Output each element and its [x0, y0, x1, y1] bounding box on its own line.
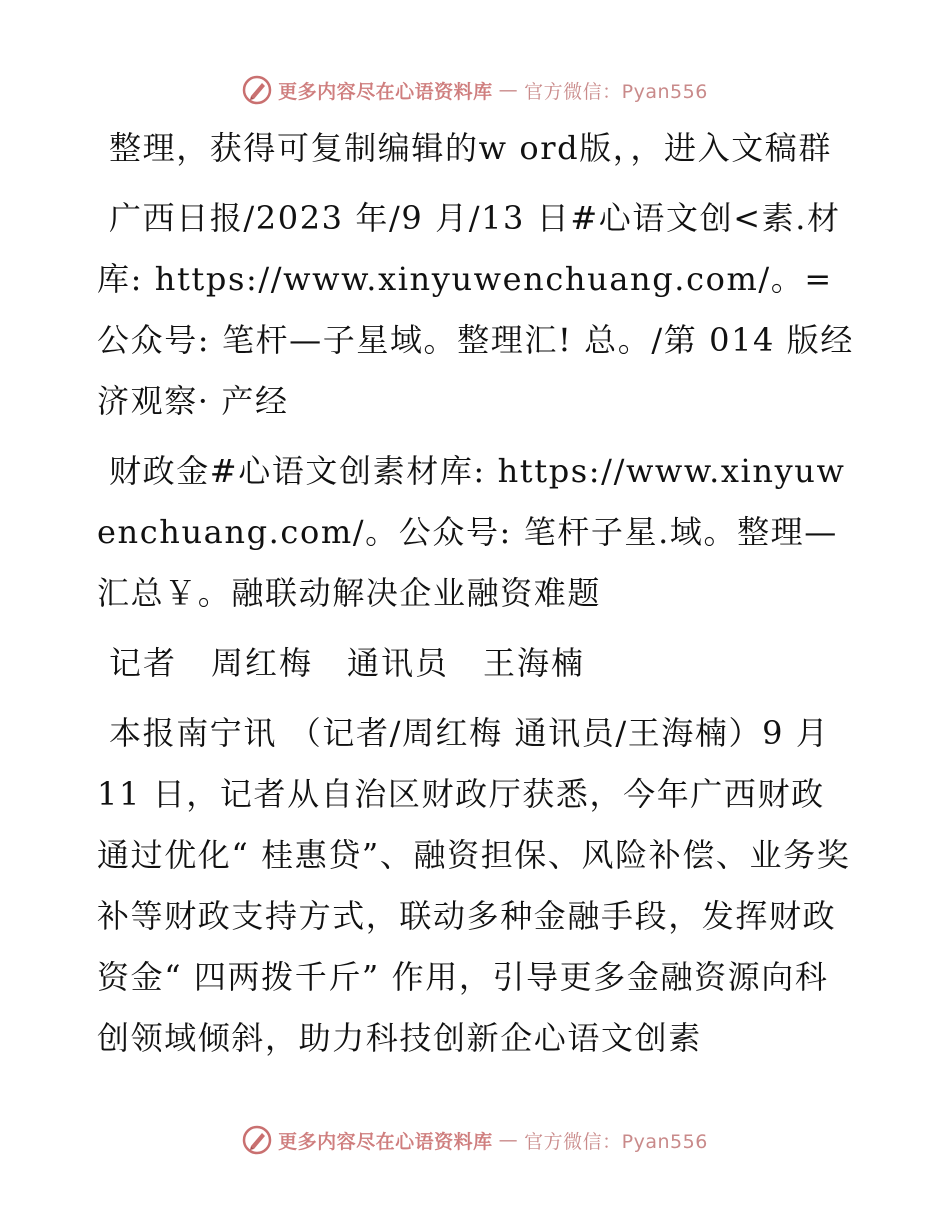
watermark-separator: —: [498, 1129, 519, 1151]
watermark-separator: —: [498, 79, 519, 101]
document-body: [97, 118, 857, 1078]
headline-paragraph: 财政金#心语文创素材库: https://www.xinyuwenchuang.com/。公众号: 笔杆子星.域。整理—汇总￥。融联动解决企业融资难题: [97, 452, 846, 612]
pen-logo-icon: [242, 1125, 272, 1155]
intro-paragraph: 整理，获得可复制编辑的w ord版，，进入文稿群: [109, 129, 833, 167]
footer-watermark: [0, 1120, 950, 1160]
watermark-wechat: 官方微信：Pyan556: [524, 1130, 708, 1153]
byline: 记者 周红梅 通讯员 王海楠: [109, 644, 586, 682]
pen-logo-icon: [242, 75, 272, 105]
watermark-text: 更多内容尽在心语资料库: [278, 1130, 493, 1153]
header-watermark: [0, 70, 950, 110]
watermark-wechat: 官方微信：Pyan556: [524, 80, 708, 103]
source-paragraph: 广西日报/2023 年/9 月/13 日#心语文创<素.材库: https://www.xinyuwenchuang.com/。=公众号: 笔杆—子星域。整理汇! 总。/第 014 版经济观察· 产经: [97, 199, 854, 420]
article-paragraph: 本报南宁讯 （记者/周红梅 通讯员/王海楠）9 月 11 日，记者从自治区财政厅获悉，今年广西财政通过优化“ 桂惠贷”、融资担保、风险补偿、业务奖补等财政支持方式，联动多种金融手段，发挥财政资金“ 四两拨千斤” 作用，引导更多金融资源向科创领域倾斜，助力科技创新企心语文创素: [97, 714, 851, 1057]
watermark-text: 更多内容尽在心语资料库: [278, 80, 493, 103]
